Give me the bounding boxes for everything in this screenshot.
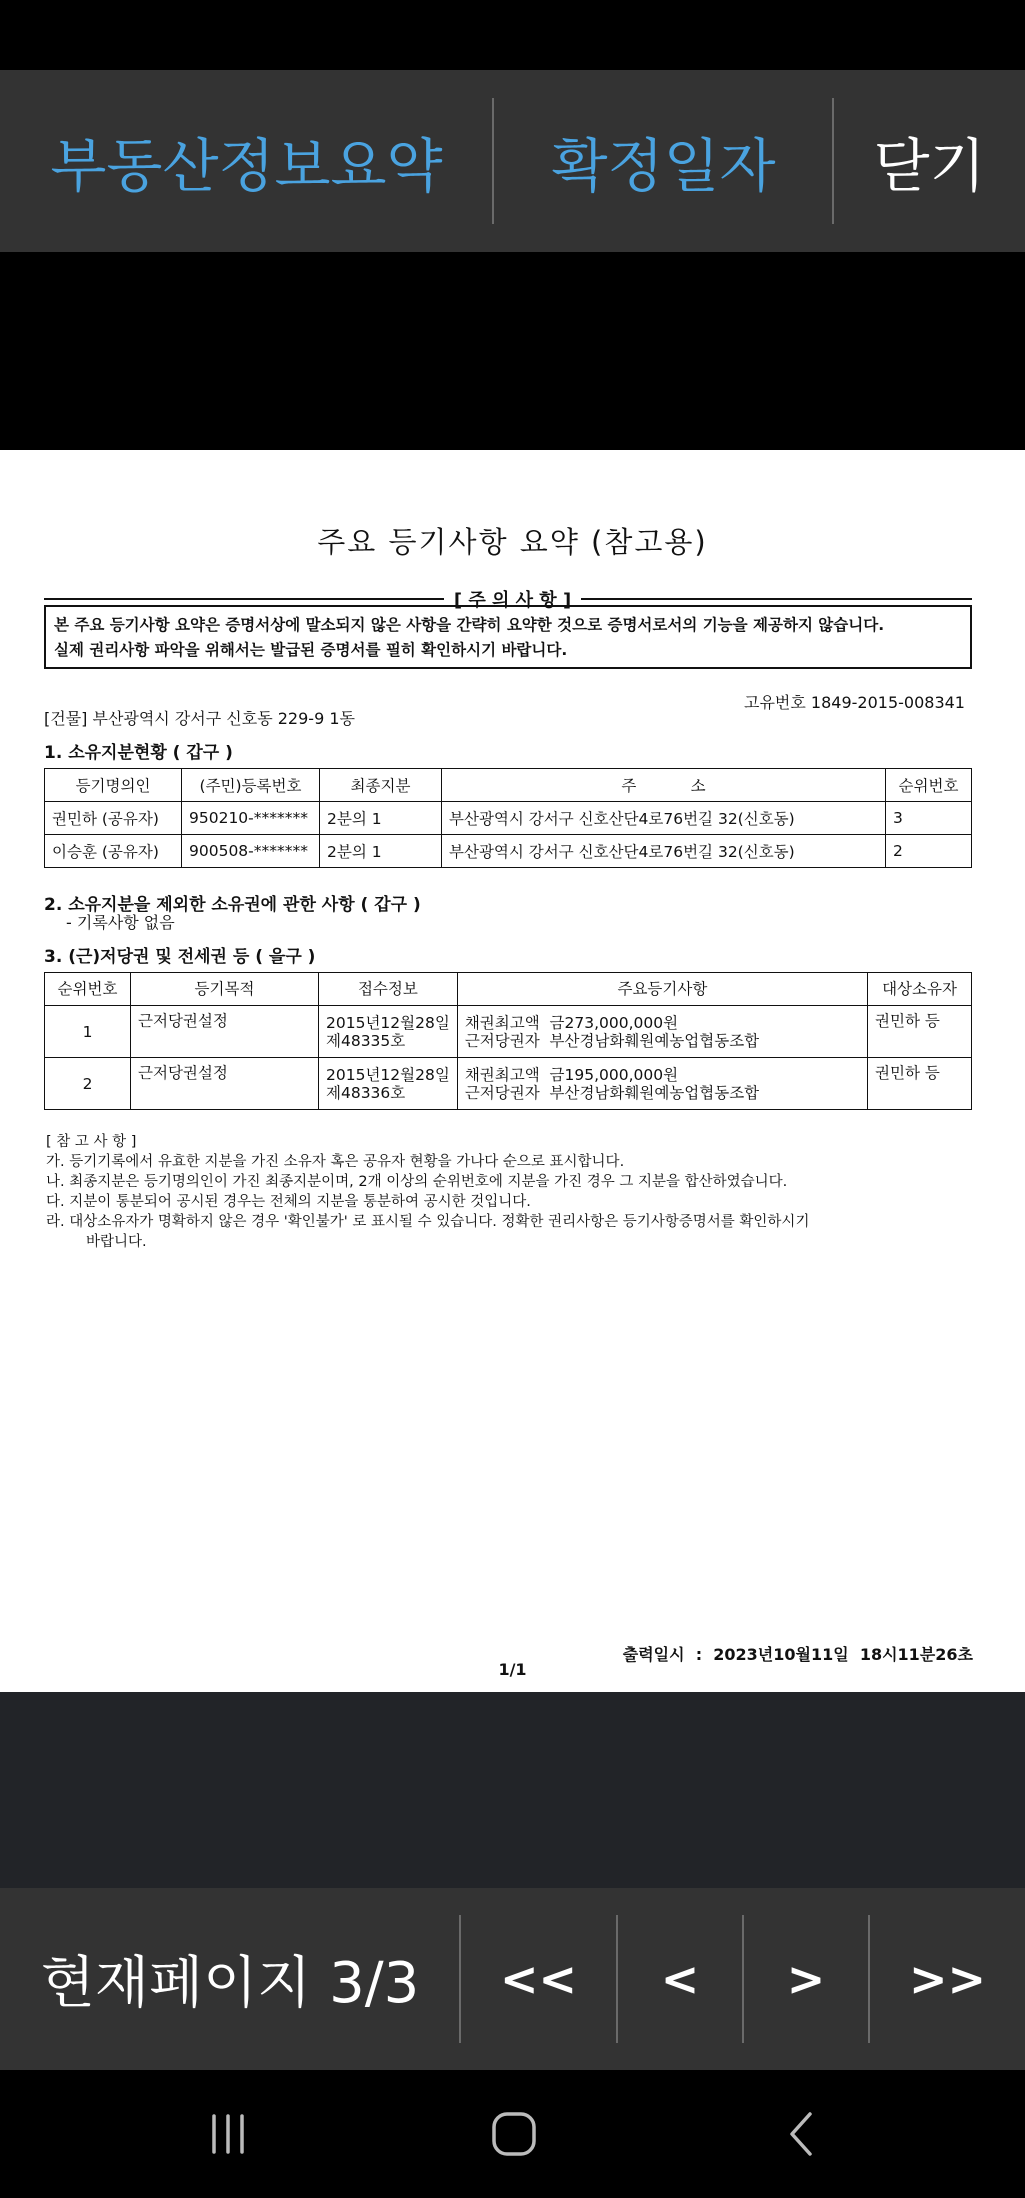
remark-item: 다. 지분이 통분되어 공시된 경우는 전체의 지분을 통분하여 공시한 것입니다. xyxy=(46,1194,531,1210)
system-navigation-bar xyxy=(0,2070,1025,2198)
table-row: 1 근저당권설정 2015년12월28일 제48335호 채권최고액 금273,000,000원 근저당권자 부산경남화훼원예농업협동조합 권민하 등 xyxy=(45,1006,972,1058)
table-header-row: 등기명의인 (주민)등록번호 최종지분 주 소 순위번호 xyxy=(45,769,972,802)
mortgage-table xyxy=(44,972,972,1110)
notice-box xyxy=(44,605,972,669)
document-title: 주요 등기사항 요약 (참고용) xyxy=(317,525,708,559)
remark-item: 나. 최종지분은 등기명의인이 가진 최종지분이며, 2개 이상의 순위번호에 지분을 가진 경우 그 지분을 합산하였습니다. xyxy=(46,1174,788,1190)
section2-note: - 기록사항 없음 xyxy=(66,913,175,932)
remark-item: 바랍니다. xyxy=(86,1234,147,1250)
table-row: 권민하 (공유자) 950210-******* 2분의 1 부산광역시 강서구 신호산단4로76번길 32(신호동) 3 xyxy=(45,802,972,835)
first-page-button[interactable]: << xyxy=(499,1952,578,2006)
recent-apps-icon[interactable] xyxy=(168,2070,288,2198)
remarks-title: [ 참 고 사 항 ] xyxy=(46,1134,137,1150)
table-row: 2 근저당권설정 2015년12월28일 제48336호 채권최고액 금195,000,000원 근저당권자 부산경남화훼원예농업협동조합 권민하 등 xyxy=(45,1058,972,1110)
remark-item: 가. 등기기록에서 유효한 지분을 가진 소유자 혹은 공유자 현황을 가나다 순으로 표시합니다. xyxy=(46,1154,625,1170)
notice-line: 실제 권리사항 파악을 위해서는 발급된 증명서를 필히 확인하시기 바랍니다. xyxy=(54,641,568,659)
notice-line: 본 주요 등기사항 요약은 증명서상에 말소되지 않은 사항을 간략히 요약한 것으로 증명서로서의 기능을 제공하지 않습니다. xyxy=(54,616,885,634)
section1-title: 1. 소유지분현황 ( 갑구 ) xyxy=(44,743,233,763)
document-page-number: 1/1 xyxy=(498,1660,527,1679)
table-header-row: 순위번호 등기목적 접수정보 주요등기사항 대상소유자 xyxy=(45,973,972,1006)
next-page-button[interactable]: > xyxy=(786,1952,826,2006)
unique-number: 고유번호 1849-2015-008341 xyxy=(744,693,965,712)
confirmed-date-button[interactable]: 확정일자 xyxy=(551,132,776,200)
document-page xyxy=(0,450,1025,1692)
page-navigation-bar xyxy=(0,1888,1025,2070)
property-summary-button[interactable]: 부동산정보요약 xyxy=(50,132,443,200)
viewer-background xyxy=(0,252,1025,450)
output-timestamp: 출력일시 : 2023년10월11일 18시11분26초 xyxy=(622,1645,973,1664)
prev-page-button[interactable]: < xyxy=(660,1952,700,2006)
remark-item: 라. 대상소유자가 명확하지 않은 경우 '확인불가' 로 표시될 수 있습니다. 정확한 권리사항은 등기사항증명서를 확인하시기 xyxy=(46,1214,810,1230)
top-toolbar xyxy=(0,70,1025,252)
status-bar xyxy=(0,0,1025,70)
remarks xyxy=(46,1132,809,1252)
home-icon[interactable] xyxy=(454,2070,574,2198)
close-button[interactable]: 닫기 xyxy=(873,132,986,200)
current-page-label: 현재페이지 3/3 xyxy=(40,1951,420,2016)
section3-title: 3. (근)저당권 및 전세권 등 ( 을구 ) xyxy=(44,947,316,967)
notice-heading: [ 주 의 사 항 ] xyxy=(0,586,1025,612)
viewer-background xyxy=(0,1692,1025,1888)
building-address: [건물] 부산광역시 강서구 신호동 229-9 1동 xyxy=(44,709,355,728)
last-page-button[interactable]: >> xyxy=(908,1952,987,2006)
section2-title: 2. 소유지분을 제외한 소유권에 관한 사항 ( 갑구 ) xyxy=(44,895,421,915)
back-icon[interactable] xyxy=(742,2070,862,2198)
toolbar-divider xyxy=(492,98,494,224)
table-row: 이승훈 (공유자) 900508-******* 2분의 1 부산광역시 강서구 신호산단4로76번길 32(신호동) 2 xyxy=(45,835,972,868)
ownership-table xyxy=(44,768,972,868)
